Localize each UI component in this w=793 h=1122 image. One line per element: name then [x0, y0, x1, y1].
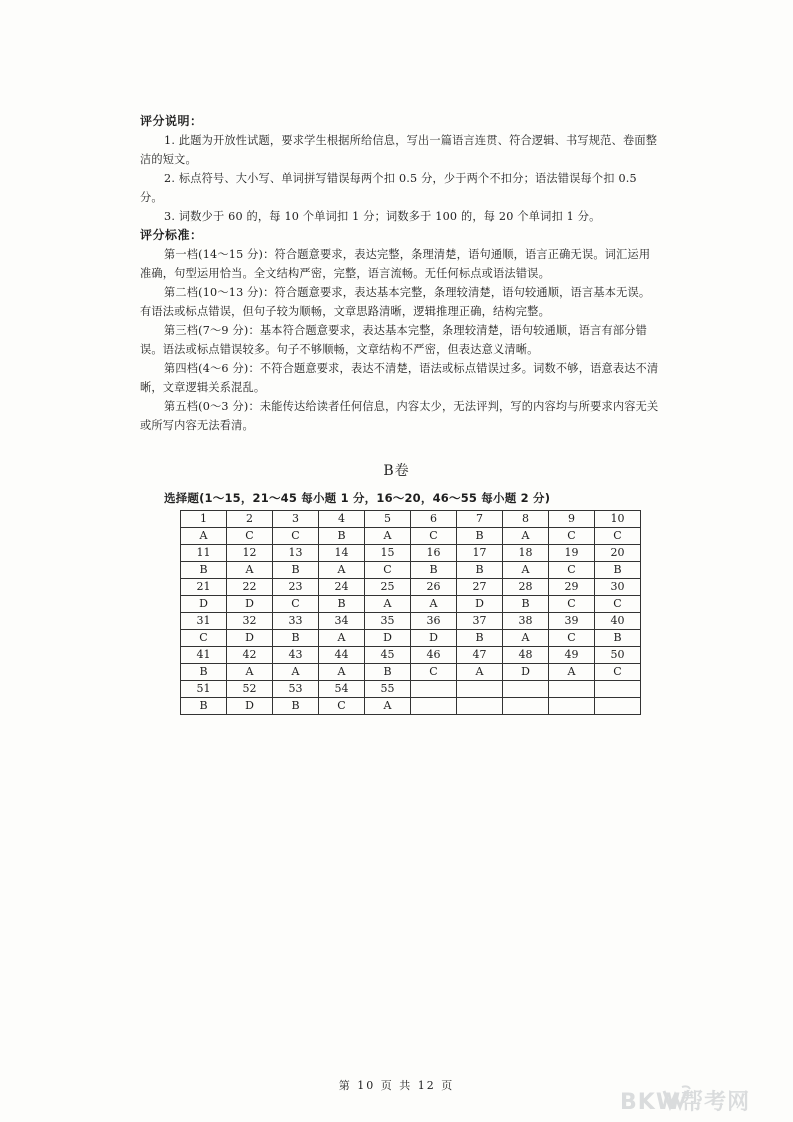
answer-cell: C — [549, 528, 595, 545]
question-number-cell: 33 — [273, 613, 319, 630]
question-number-cell: 35 — [365, 613, 411, 630]
answer-cell: C — [411, 664, 457, 681]
scoring-standard-heading: 评分标准： — [140, 228, 203, 242]
question-number-cell: 42 — [227, 647, 273, 664]
question-number-cell: 36 — [411, 613, 457, 630]
answer-cell: D — [503, 664, 549, 681]
question-number-cell: 31 — [181, 613, 227, 630]
question-number-cell: 47 — [457, 647, 503, 664]
question-number-cell: 13 — [273, 545, 319, 562]
scoring-level-3: 第三档(7～9 分)：基本符合题意要求，表达基本完整，条理较清楚，语句较通顺，语言有部分错误。语法或标点错误较多。句子不够顺畅，文章结构不严密，但表达意义清晰。 — [140, 324, 648, 356]
answer-cell: A — [227, 562, 273, 579]
question-number-cell: 37 — [457, 613, 503, 630]
answer-cell: C — [549, 630, 595, 647]
section-b-title: B卷 — [383, 463, 410, 479]
answer-cell: D — [227, 630, 273, 647]
answer-cell: C — [181, 630, 227, 647]
table-row — [181, 528, 641, 545]
table-row — [181, 596, 641, 613]
answer-cell: A — [549, 664, 595, 681]
question-number-cell: 44 — [319, 647, 365, 664]
question-number-cell: 28 — [503, 579, 549, 596]
question-number-cell: 41 — [181, 647, 227, 664]
answer-cell: A — [319, 630, 365, 647]
question-number-cell: 8 — [503, 511, 549, 528]
answer-cell: A — [503, 528, 549, 545]
question-number-cell: 6 — [411, 511, 457, 528]
answer-cell: A — [503, 630, 549, 647]
question-number-cell: 12 — [227, 545, 273, 562]
answer-cell: A — [319, 664, 365, 681]
table-row — [181, 562, 641, 579]
answer-cell: A — [365, 596, 411, 613]
question-number-cell: 45 — [365, 647, 411, 664]
table-row — [181, 579, 641, 596]
question-number-cell: 10 — [595, 511, 641, 528]
answer-cell: A — [319, 562, 365, 579]
scoring-notes-heading: 评分说明： — [140, 114, 203, 128]
question-number-cell: 2 — [227, 511, 273, 528]
answer-cell: B — [273, 562, 319, 579]
answer-cell: B — [181, 562, 227, 579]
question-number-cell — [595, 681, 641, 698]
question-number-cell: 3 — [273, 511, 319, 528]
question-number-cell: 53 — [273, 681, 319, 698]
answer-cell: C — [227, 528, 273, 545]
answer-cell: B — [457, 562, 503, 579]
scoring-level-5: 第五档(0～3 分)：未能传达给读者任何信息，内容太少，无法评判，写的内容均与所要求内容无关或所写内容无法看清。 — [140, 400, 659, 432]
scoring-note-2: 2. 标点符号、大小写、单词拼写错误每两个扣 0.5 分，少于两个不扣分；语法错误每个扣 0.5 分。 — [140, 172, 637, 204]
answer-cell: D — [227, 596, 273, 613]
answer-cell: B — [457, 630, 503, 647]
question-number-cell: 34 — [319, 613, 365, 630]
question-number-cell: 19 — [549, 545, 595, 562]
answer-cell: A — [457, 664, 503, 681]
question-number-cell: 24 — [319, 579, 365, 596]
question-number-cell — [503, 681, 549, 698]
answer-table-body — [181, 511, 641, 715]
question-number-cell: 20 — [595, 545, 641, 562]
scoring-level-4: 第四档(4～6 分)：不符合题意要求，表达不清楚，语法或标点错误过多。词数不够，语意表达不清晰，文章逻辑关系混乱。 — [140, 362, 659, 394]
question-number-cell: 27 — [457, 579, 503, 596]
question-number-cell — [457, 681, 503, 698]
answer-table-caption: 选择题(1～15，21～45 每小题 1 分，16～20，46～55 每小题 2 分) — [164, 491, 551, 505]
question-number-cell: 52 — [227, 681, 273, 698]
answer-cell: D — [411, 630, 457, 647]
question-number-cell: 39 — [549, 613, 595, 630]
question-number-cell: 48 — [503, 647, 549, 664]
question-number-cell: 18 — [503, 545, 549, 562]
question-number-cell: 1 — [181, 511, 227, 528]
answer-cell: D — [181, 596, 227, 613]
answer-cell: D — [227, 698, 273, 715]
answer-cell: D — [457, 596, 503, 613]
table-row — [181, 647, 641, 664]
answer-cell — [595, 698, 641, 715]
scoring-note-3: 3. 词数少于 60 的，每 10 个单词扣 1 分；词数多于 100 的，每 20 个单词扣 1 分。 — [164, 210, 601, 223]
watermark-text: BKW帮考网 — [620, 1090, 751, 1115]
table-row — [181, 698, 641, 715]
question-number-cell: 43 — [273, 647, 319, 664]
question-number-cell: 25 — [365, 579, 411, 596]
scoring-level-2: 第二档(10～13 分)：符合题意要求，表达基本完整，条理较清楚，语句较通顺，语言基本无误。有语法或标点错误，但句子较为顺畅，文章思路清晰，逻辑推理正确，结构完整。 — [140, 286, 651, 318]
question-number-cell: 32 — [227, 613, 273, 630]
answer-cell: B — [457, 528, 503, 545]
table-row — [181, 630, 641, 647]
answer-cell: D — [365, 630, 411, 647]
question-number-cell: 7 — [457, 511, 503, 528]
question-number-cell: 5 — [365, 511, 411, 528]
question-number-cell: 23 — [273, 579, 319, 596]
answer-cell: A — [181, 528, 227, 545]
question-number-cell: 14 — [319, 545, 365, 562]
question-number-cell: 11 — [181, 545, 227, 562]
answer-cell: B — [411, 562, 457, 579]
answer-cell: B — [273, 630, 319, 647]
answer-cell: A — [273, 664, 319, 681]
answer-cell: C — [273, 528, 319, 545]
question-number-cell — [549, 681, 595, 698]
answer-cell: A — [227, 664, 273, 681]
answer-cell: A — [503, 562, 549, 579]
answer-cell — [411, 698, 457, 715]
answer-cell: B — [273, 698, 319, 715]
answer-cell: C — [411, 528, 457, 545]
answer-cell: B — [319, 528, 365, 545]
question-number-cell: 21 — [181, 579, 227, 596]
question-number-cell: 49 — [549, 647, 595, 664]
answer-cell: C — [319, 698, 365, 715]
answer-cell: C — [549, 596, 595, 613]
answer-cell: C — [595, 596, 641, 613]
question-number-cell: 16 — [411, 545, 457, 562]
question-number-cell: 9 — [549, 511, 595, 528]
answer-cell: B — [319, 596, 365, 613]
watermark — [612, 1083, 780, 1115]
question-number-cell: 29 — [549, 579, 595, 596]
answer-cell — [457, 698, 503, 715]
answer-cell: A — [411, 596, 457, 613]
scoring-note-1: 1. 此题为开放性试题，要求学生根据所给信息，写出一篇语言连贯、符合逻辑、书写规范、卷面整洁的短文。 — [140, 134, 658, 166]
question-number-cell: 46 — [411, 647, 457, 664]
question-number-cell: 54 — [319, 681, 365, 698]
answer-cell: B — [365, 664, 411, 681]
answer-table — [180, 510, 641, 715]
scoring-section — [140, 112, 660, 435]
answer-cell: C — [549, 562, 595, 579]
table-row — [181, 613, 641, 630]
answer-cell: C — [273, 596, 319, 613]
answer-cell: C — [595, 528, 641, 545]
question-number-cell: 50 — [595, 647, 641, 664]
answer-cell: B — [595, 562, 641, 579]
question-number-cell: 26 — [411, 579, 457, 596]
page-footer: 第 10 页 共 12 页 — [338, 1079, 455, 1092]
question-number-cell: 38 — [503, 613, 549, 630]
question-number-cell: 22 — [227, 579, 273, 596]
answer-cell: B — [503, 596, 549, 613]
question-number-cell: 15 — [365, 545, 411, 562]
table-row — [181, 511, 641, 528]
table-row — [181, 545, 641, 562]
answer-cell: C — [365, 562, 411, 579]
answer-cell — [503, 698, 549, 715]
question-number-cell: 17 — [457, 545, 503, 562]
question-number-cell: 4 — [319, 511, 365, 528]
question-number-cell — [411, 681, 457, 698]
answer-cell: B — [595, 630, 641, 647]
question-number-cell: 51 — [181, 681, 227, 698]
answer-cell: A — [365, 698, 411, 715]
question-number-cell: 40 — [595, 613, 641, 630]
scoring-level-1: 第一档(14～15 分)：符合题意要求，表达完整，条理清楚，语句通顺，语言正确无误。词汇运用准确，句型运用恰当。全文结构严密，完整，语言流畅。无任何标点或语法错误。 — [140, 248, 651, 280]
answer-cell: B — [181, 698, 227, 715]
answer-cell: C — [595, 664, 641, 681]
table-row — [181, 681, 641, 698]
answer-cell: B — [181, 664, 227, 681]
table-row — [181, 664, 641, 681]
question-number-cell: 30 — [595, 579, 641, 596]
question-number-cell: 55 — [365, 681, 411, 698]
answer-cell — [549, 698, 595, 715]
answer-cell: A — [365, 528, 411, 545]
